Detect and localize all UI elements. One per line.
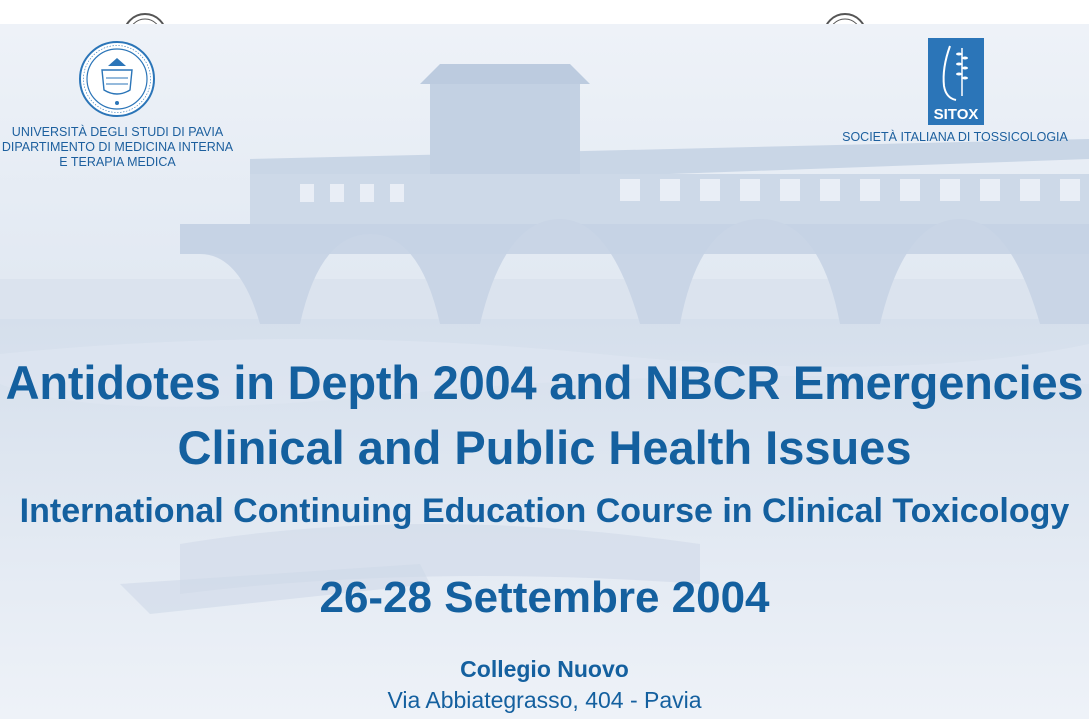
venue-address: Via Abbiategrasso, 404 - Pavia <box>387 687 702 713</box>
university-line-1: UNIVERSITÀ DEGLI STUDI DI PAVIA <box>11 125 224 139</box>
university-name <box>0 125 235 170</box>
event-dates: 26-28 Settembre 2004 <box>319 573 770 622</box>
event-title-line-1: Antidotes in Depth 2004 and NBCR Emergencies <box>5 356 1084 409</box>
sitox-logo-icon <box>928 38 984 125</box>
university-seal-icon <box>78 40 156 118</box>
sitox-logo-text: SITOX <box>933 106 979 123</box>
venue-name: Collegio Nuovo <box>460 656 629 682</box>
university-line-3: E TERAPIA MEDICA <box>59 155 176 169</box>
society-name: SOCIETÀ ITALIANA DI TOSSICOLOGIA <box>842 130 1068 144</box>
university-line-2: DIPARTIMENTO DI MEDICINA INTERNA <box>1 140 234 154</box>
event-title-line-2: Clinical and Public Health Issues <box>177 421 912 474</box>
event-subtitle: International Continuing Education Course in Clinical Toxicology <box>19 492 1070 530</box>
